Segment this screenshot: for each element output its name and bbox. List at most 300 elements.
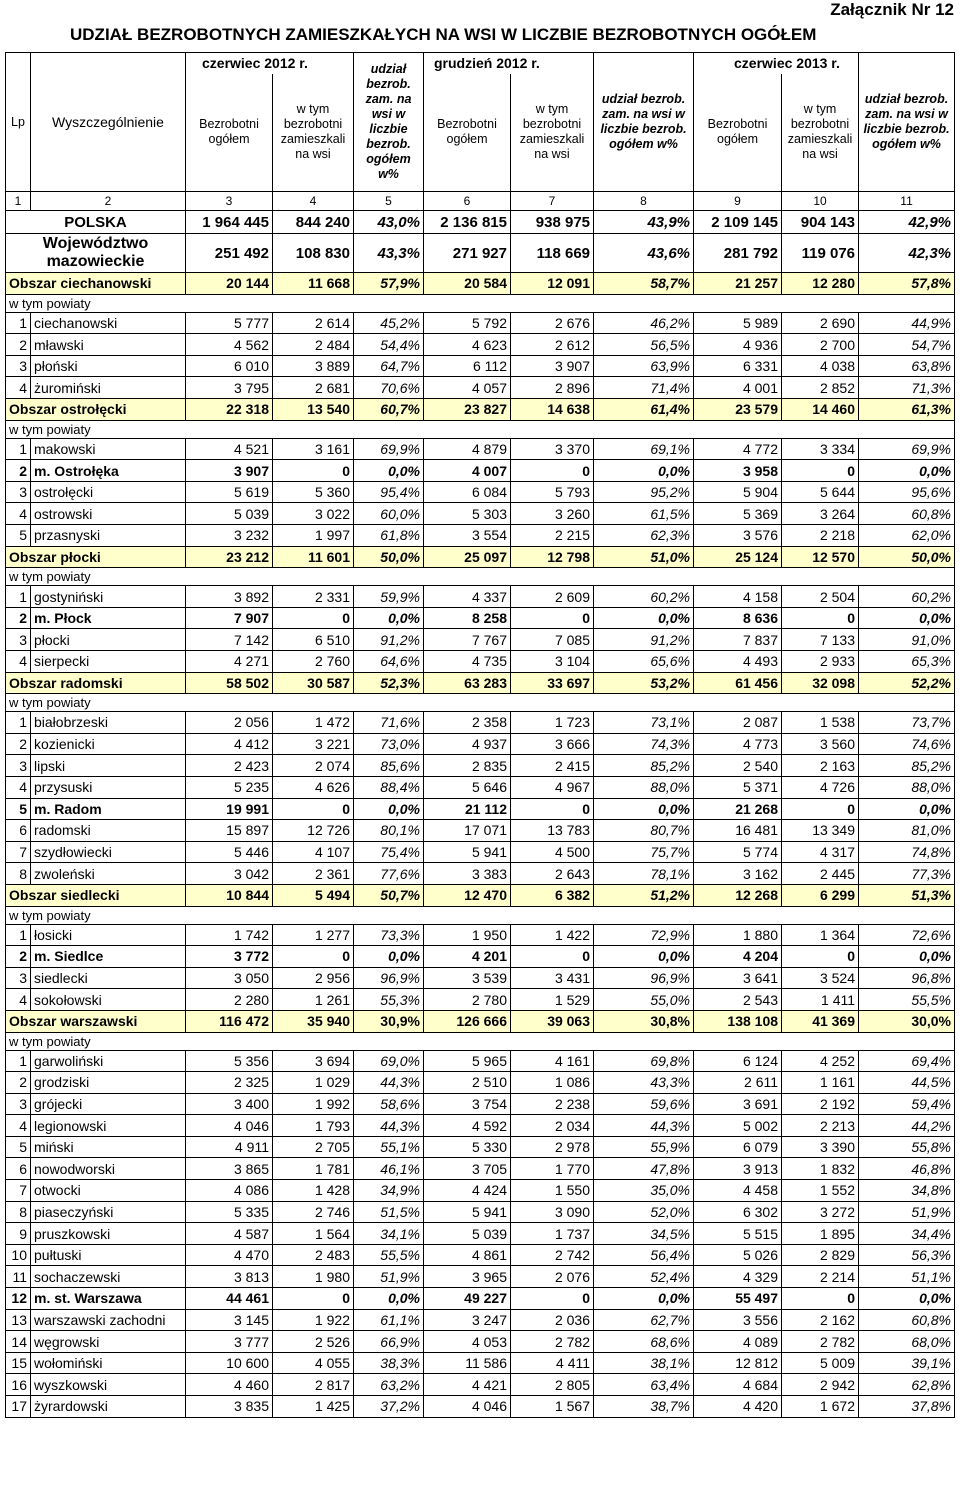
value-cell: 2 056: [186, 712, 273, 734]
value-cell: 22 318: [186, 399, 273, 421]
share-cell: 91,0%: [859, 629, 955, 651]
row-name: wyszkowski: [31, 1374, 186, 1396]
value-cell: 1 980: [273, 1266, 354, 1288]
value-cell: 12 812: [694, 1352, 782, 1374]
table-row: [6, 651, 955, 673]
table-row: [6, 1072, 955, 1094]
value-cell: 35 940: [273, 1010, 354, 1032]
value-cell: 2 835: [424, 755, 511, 777]
value-cell: 271 927: [424, 234, 511, 273]
share-cell: 55,5%: [354, 1244, 424, 1266]
value-cell: 4 412: [186, 733, 273, 755]
value-cell: 3 907: [511, 355, 594, 377]
share-cell: 51,3%: [859, 884, 955, 906]
share-cell: 80,1%: [354, 820, 424, 842]
value-cell: 39 063: [511, 1010, 594, 1032]
header-row: [6, 53, 955, 74]
share-cell: 69,0%: [354, 1050, 424, 1072]
value-cell: 4 879: [424, 438, 511, 460]
value-cell: 5 941: [424, 841, 511, 863]
table-row: [6, 776, 955, 798]
value-cell: 3 042: [186, 863, 273, 885]
value-cell: 1 529: [511, 989, 594, 1011]
row-lp: 7: [6, 841, 31, 863]
table-row: [6, 820, 955, 842]
row-lp: 5: [6, 798, 31, 820]
header-rural-jun-2013: w tym bezrobotni zamieszkali na wsi: [782, 74, 859, 192]
value-cell: 1 723: [511, 712, 594, 734]
share-cell: 52,4%: [594, 1266, 694, 1288]
share-cell: 70,6%: [354, 377, 424, 399]
value-cell: 4 411: [511, 1352, 594, 1374]
share-cell: 56,5%: [594, 334, 694, 356]
value-cell: 4 500: [511, 841, 594, 863]
share-cell: 44,3%: [594, 1115, 694, 1137]
row-lp: 2: [6, 607, 31, 629]
share-cell: 46,1%: [354, 1158, 424, 1180]
row-name: nowodworski: [31, 1158, 186, 1180]
value-cell: 2 742: [511, 1244, 594, 1266]
value-cell: 4 937: [424, 733, 511, 755]
value-cell: 6 299: [782, 884, 859, 906]
row-name: grodziski: [31, 1072, 186, 1094]
share-cell: 37,8%: [859, 1396, 955, 1418]
value-cell: 6 382: [511, 884, 594, 906]
share-cell: 47,8%: [594, 1158, 694, 1180]
share-cell: 43,3%: [594, 1072, 694, 1094]
value-cell: 5 039: [424, 1223, 511, 1245]
value-cell: 4 773: [694, 733, 782, 755]
share-cell: 30,0%: [859, 1010, 955, 1032]
value-cell: 1 922: [273, 1309, 354, 1331]
value-cell: 7 767: [424, 629, 511, 651]
value-cell: 5 941: [424, 1201, 511, 1223]
value-cell: 2 543: [694, 989, 782, 1011]
value-cell: 4 735: [424, 651, 511, 673]
value-cell: 1 737: [511, 1223, 594, 1245]
row-lp: 14: [6, 1331, 31, 1353]
header-share-jun-2012: udział bezrob. zam. na wsi w liczbie bezrob. ogółem w%: [354, 53, 424, 192]
share-cell: 60,0%: [354, 503, 424, 525]
value-cell: 3 022: [273, 503, 354, 525]
share-cell: 74,3%: [594, 733, 694, 755]
value-cell: 1 742: [186, 924, 273, 946]
row-lp: 1: [6, 438, 31, 460]
value-cell: 0: [782, 1288, 859, 1310]
share-cell: 77,6%: [354, 863, 424, 885]
value-cell: 3 666: [511, 733, 594, 755]
value-cell: 1 964 445: [186, 211, 273, 234]
share-cell: 95,2%: [594, 481, 694, 503]
row-lp: 1: [6, 312, 31, 334]
row-lp: 5: [6, 1136, 31, 1158]
row-name: sierpecki: [31, 651, 186, 673]
table-row: [6, 733, 955, 755]
share-cell: 56,4%: [594, 1244, 694, 1266]
share-cell: 52,0%: [594, 1201, 694, 1223]
share-cell: 74,8%: [859, 841, 955, 863]
table-row: [6, 967, 955, 989]
value-cell: 4 001: [694, 377, 782, 399]
value-cell: 2 700: [782, 334, 859, 356]
row-lp: 12: [6, 1288, 31, 1310]
value-cell: 2 611: [694, 1072, 782, 1094]
share-cell: 46,2%: [594, 312, 694, 334]
share-cell: 81,0%: [859, 820, 955, 842]
share-cell: 30,8%: [594, 1010, 694, 1032]
value-cell: 116 472: [186, 1010, 273, 1032]
value-cell: 4 421: [424, 1374, 511, 1396]
value-cell: 6 010: [186, 355, 273, 377]
value-cell: 10 600: [186, 1352, 273, 1374]
value-cell: 5 371: [694, 776, 782, 798]
share-cell: 44,9%: [859, 312, 955, 334]
value-cell: 3 865: [186, 1158, 273, 1180]
value-cell: 4 626: [273, 776, 354, 798]
value-cell: 4 493: [694, 651, 782, 673]
period-jun-2012: czerwiec 2012 r.: [186, 53, 354, 74]
value-cell: 2 782: [782, 1331, 859, 1353]
share-cell: 46,8%: [859, 1158, 955, 1180]
value-cell: 4 046: [424, 1396, 511, 1418]
share-cell: 85,2%: [859, 755, 955, 777]
share-cell: 60,2%: [594, 586, 694, 608]
value-cell: 3 247: [424, 1309, 511, 1331]
value-cell: 4 053: [424, 1331, 511, 1353]
row-lp: 2: [6, 1072, 31, 1094]
share-cell: 71,4%: [594, 377, 694, 399]
value-cell: 5 330: [424, 1136, 511, 1158]
value-cell: 21 257: [694, 273, 782, 295]
value-cell: 5 792: [424, 312, 511, 334]
table-row: [6, 1136, 955, 1158]
value-cell: 32 098: [782, 672, 859, 694]
row-name: sochaczewski: [31, 1266, 186, 1288]
share-cell: 0,0%: [354, 460, 424, 482]
value-cell: 3 232: [186, 525, 273, 547]
value-cell: 0: [273, 1288, 354, 1310]
subheading-row: [6, 694, 955, 712]
share-cell: 73,0%: [354, 733, 424, 755]
subheading-label: w tym powiaty: [6, 294, 955, 312]
value-cell: 281 792: [694, 234, 782, 273]
value-cell: 3 556: [694, 1309, 782, 1331]
column-number-3: 3: [186, 192, 273, 211]
value-cell: 5 989: [694, 312, 782, 334]
value-cell: 3 162: [694, 863, 782, 885]
value-cell: 2 609: [511, 586, 594, 608]
value-cell: 2 829: [782, 1244, 859, 1266]
value-cell: 0: [782, 946, 859, 968]
value-cell: 0: [511, 1288, 594, 1310]
value-cell: 0: [511, 460, 594, 482]
value-cell: 4 089: [694, 1331, 782, 1353]
value-cell: 61 456: [694, 672, 782, 694]
row-lp: 8: [6, 1201, 31, 1223]
value-cell: 4 967: [511, 776, 594, 798]
total-row: [6, 234, 955, 273]
subheading-row: [6, 906, 955, 924]
row-lp: 9: [6, 1223, 31, 1245]
column-number-1: 1: [6, 192, 31, 211]
share-cell: 0,0%: [354, 798, 424, 820]
value-cell: 3 958: [694, 460, 782, 482]
row-name: wołomiński: [31, 1352, 186, 1374]
row-name: węgrowski: [31, 1331, 186, 1353]
row-lp: 3: [6, 755, 31, 777]
value-cell: 7 907: [186, 607, 273, 629]
row-name: lipski: [31, 755, 186, 777]
table-row: [6, 377, 955, 399]
value-cell: 2 358: [424, 712, 511, 734]
share-cell: 71,3%: [859, 377, 955, 399]
share-cell: 69,4%: [859, 1050, 955, 1072]
share-cell: 51,9%: [859, 1201, 955, 1223]
value-cell: 3 913: [694, 1158, 782, 1180]
share-cell: 35,0%: [594, 1180, 694, 1202]
value-cell: 3 161: [273, 438, 354, 460]
value-cell: 2 036: [511, 1309, 594, 1331]
row-lp: 2: [6, 460, 31, 482]
value-cell: 0: [511, 607, 594, 629]
value-cell: 1 950: [424, 924, 511, 946]
value-cell: 17 071: [424, 820, 511, 842]
value-cell: 2 643: [511, 863, 594, 885]
value-cell: 23 212: [186, 546, 273, 568]
row-name: Obszar ciechanowski: [6, 273, 186, 295]
share-cell: 59,6%: [594, 1093, 694, 1115]
share-cell: 39,1%: [859, 1352, 955, 1374]
period-dec-2012: grudzień 2012 r.: [424, 53, 594, 74]
share-cell: 43,6%: [594, 234, 694, 273]
value-cell: 4 470: [186, 1244, 273, 1266]
row-lp: 4: [6, 377, 31, 399]
row-lp: 4: [6, 651, 31, 673]
value-cell: 4 086: [186, 1180, 273, 1202]
row-name: garwoliński: [31, 1050, 186, 1072]
value-cell: 251 492: [186, 234, 273, 273]
share-cell: 59,4%: [859, 1093, 955, 1115]
value-cell: 3 691: [694, 1093, 782, 1115]
row-name: gostyniński: [31, 586, 186, 608]
row-name: miński: [31, 1136, 186, 1158]
row-name: Obszar warszawski: [6, 1010, 186, 1032]
value-cell: 1 781: [273, 1158, 354, 1180]
row-name: ostrołęcki: [31, 481, 186, 503]
share-cell: 44,5%: [859, 1072, 955, 1094]
value-cell: 5 235: [186, 776, 273, 798]
share-cell: 0,0%: [354, 607, 424, 629]
share-cell: 69,9%: [354, 438, 424, 460]
share-cell: 56,3%: [859, 1244, 955, 1266]
value-cell: 21 112: [424, 798, 511, 820]
value-cell: 2 074: [273, 755, 354, 777]
header-total-jun-2012: Bezrobotni ogółem: [186, 74, 273, 192]
value-cell: 5 904: [694, 481, 782, 503]
share-cell: 43,9%: [594, 211, 694, 234]
row-lp: 1: [6, 586, 31, 608]
value-cell: 5 369: [694, 503, 782, 525]
share-cell: 62,7%: [594, 1309, 694, 1331]
value-cell: 0: [273, 946, 354, 968]
row-name: żyrardowski: [31, 1396, 186, 1418]
value-cell: 3 400: [186, 1093, 273, 1115]
table-row: [6, 1331, 955, 1353]
row-lp: 1: [6, 924, 31, 946]
share-cell: 64,7%: [354, 355, 424, 377]
value-cell: 3 813: [186, 1266, 273, 1288]
value-cell: 138 108: [694, 1010, 782, 1032]
row-name: pruszkowski: [31, 1223, 186, 1245]
value-cell: 5 774: [694, 841, 782, 863]
value-cell: 2 136 815: [424, 211, 511, 234]
value-cell: 6 084: [424, 481, 511, 503]
table-row: [6, 1158, 955, 1180]
value-cell: 844 240: [273, 211, 354, 234]
share-cell: 69,8%: [594, 1050, 694, 1072]
value-cell: 2 361: [273, 863, 354, 885]
value-cell: 4 911: [186, 1136, 273, 1158]
value-cell: 6 302: [694, 1201, 782, 1223]
value-cell: 1 261: [273, 989, 354, 1011]
value-cell: 0: [273, 460, 354, 482]
value-cell: 5 644: [782, 481, 859, 503]
value-cell: 6 510: [273, 629, 354, 651]
share-cell: 44,3%: [354, 1072, 424, 1094]
share-cell: 69,1%: [594, 438, 694, 460]
share-cell: 0,0%: [354, 946, 424, 968]
value-cell: 3 576: [694, 525, 782, 547]
share-cell: 88,4%: [354, 776, 424, 798]
share-cell: 61,1%: [354, 1309, 424, 1331]
value-cell: 2 676: [511, 312, 594, 334]
value-cell: 4 158: [694, 586, 782, 608]
value-cell: 2 942: [782, 1374, 859, 1396]
subheading-label: w tym powiaty: [6, 420, 955, 438]
share-cell: 34,5%: [594, 1223, 694, 1245]
row-lp: 3: [6, 1093, 31, 1115]
value-cell: 3 965: [424, 1266, 511, 1288]
value-cell: 3 260: [511, 503, 594, 525]
row-name: Obszar radomski: [6, 672, 186, 694]
share-cell: 55,8%: [859, 1136, 955, 1158]
table-row: [6, 1244, 955, 1266]
value-cell: 2 746: [273, 1201, 354, 1223]
value-cell: 10 844: [186, 884, 273, 906]
row-name: sokołowski: [31, 989, 186, 1011]
table-row: [6, 629, 955, 651]
share-cell: 54,4%: [354, 334, 424, 356]
value-cell: 3 694: [273, 1050, 354, 1072]
column-number-11: 11: [859, 192, 955, 211]
value-cell: 49 227: [424, 1288, 511, 1310]
row-name: warszawski zachodni: [31, 1309, 186, 1331]
value-cell: 3 554: [424, 525, 511, 547]
row-name: ciechanowski: [31, 312, 186, 334]
value-cell: 16 481: [694, 820, 782, 842]
table-row: [6, 712, 955, 734]
value-cell: 3 431: [511, 967, 594, 989]
share-cell: 95,4%: [354, 481, 424, 503]
row-lp: 4: [6, 1115, 31, 1137]
row-lp: 3: [6, 967, 31, 989]
value-cell: 2 896: [511, 377, 594, 399]
value-cell: 3 705: [424, 1158, 511, 1180]
row-name: legionowski: [31, 1115, 186, 1137]
value-cell: 4 329: [694, 1266, 782, 1288]
share-cell: 50,0%: [859, 546, 955, 568]
value-cell: 5 646: [424, 776, 511, 798]
column-number-4: 4: [273, 192, 354, 211]
share-cell: 96,9%: [594, 967, 694, 989]
value-cell: 1 550: [511, 1180, 594, 1202]
value-cell: 1 997: [273, 525, 354, 547]
header-total-dec-2012: Bezrobotni ogółem: [424, 74, 511, 192]
share-cell: 0,0%: [859, 460, 955, 482]
value-cell: 1 770: [511, 1158, 594, 1180]
share-cell: 72,6%: [859, 924, 955, 946]
value-cell: 2 214: [782, 1266, 859, 1288]
value-cell: 1 086: [511, 1072, 594, 1094]
value-cell: 2 484: [273, 334, 354, 356]
value-cell: 12 470: [424, 884, 511, 906]
value-cell: 12 570: [782, 546, 859, 568]
table-row: [6, 924, 955, 946]
table-row: [6, 438, 955, 460]
value-cell: 2 510: [424, 1072, 511, 1094]
table-row: [6, 1309, 955, 1331]
share-cell: 34,1%: [354, 1223, 424, 1245]
value-cell: 23 579: [694, 399, 782, 421]
value-cell: 1 672: [782, 1396, 859, 1418]
share-cell: 0,0%: [594, 460, 694, 482]
value-cell: 11 668: [273, 273, 354, 295]
value-cell: 3 560: [782, 733, 859, 755]
value-cell: 30 587: [273, 672, 354, 694]
value-cell: 4 161: [511, 1050, 594, 1072]
table-row: [6, 481, 955, 503]
row-name: piaseczyński: [31, 1201, 186, 1223]
value-cell: 4 317: [782, 841, 859, 863]
value-cell: 1 411: [782, 989, 859, 1011]
value-cell: 2 782: [511, 1331, 594, 1353]
value-cell: 13 783: [511, 820, 594, 842]
value-cell: 1 029: [273, 1072, 354, 1094]
value-cell: 6 112: [424, 355, 511, 377]
value-cell: 3 390: [782, 1136, 859, 1158]
column-number-7: 7: [511, 192, 594, 211]
table-row: [6, 798, 955, 820]
share-cell: 55,0%: [594, 989, 694, 1011]
value-cell: 1 161: [782, 1072, 859, 1094]
share-cell: 62,0%: [859, 525, 955, 547]
value-cell: 2 956: [273, 967, 354, 989]
share-cell: 61,4%: [594, 399, 694, 421]
value-cell: 3 383: [424, 863, 511, 885]
row-lp: 6: [6, 1158, 31, 1180]
value-cell: 3 754: [424, 1093, 511, 1115]
value-cell: 5 494: [273, 884, 354, 906]
value-cell: 2 087: [694, 712, 782, 734]
table-row: [6, 1266, 955, 1288]
share-cell: 63,8%: [859, 355, 955, 377]
row-lp: 8: [6, 863, 31, 885]
value-cell: 0: [782, 798, 859, 820]
value-cell: 2 238: [511, 1093, 594, 1115]
column-number-5: 5: [354, 192, 424, 211]
subheading-label: w tym powiaty: [6, 1032, 955, 1050]
value-cell: 5 356: [186, 1050, 273, 1072]
